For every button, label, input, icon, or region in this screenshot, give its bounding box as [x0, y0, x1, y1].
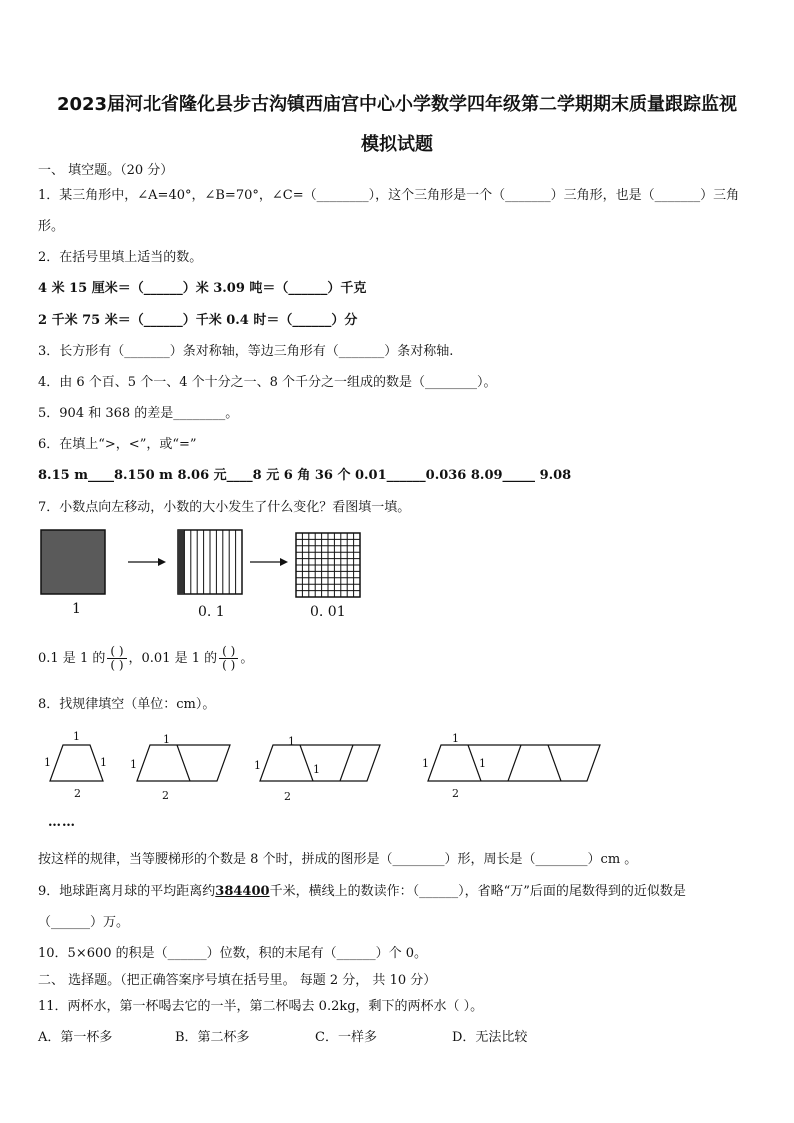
fig1-top: 1: [73, 730, 80, 743]
fig2-top: 1: [163, 733, 170, 746]
trapezoid-pattern: [40, 728, 610, 803]
question-9-cont: （______）万。: [38, 915, 130, 930]
continuation-dots: ……: [48, 815, 76, 830]
fig4-inner: 1: [479, 757, 486, 770]
question-2-line-b: 2 千米 75 米＝（______）千米 0.4 时＝（______）分: [38, 313, 358, 328]
fig2-side: 1: [130, 758, 137, 771]
label-hundredth: 0. 01: [310, 604, 346, 620]
figure-3: [260, 745, 380, 781]
tenths-square: [178, 530, 242, 594]
question-10: 10．5×600 的积是（______）位数，积的末尾有（______）个 0。: [38, 946, 428, 961]
q11-option-c: C．一样多: [315, 1030, 377, 1045]
fig3-inner: 1: [313, 763, 320, 776]
question-6-items: 8.15 m____8.150 m 8.06 元____8 元 6 角 36 个 0.01______0.036 8.09_____ 9.08: [38, 468, 572, 483]
section-1-heading: 一、 填空题。（20 分）: [38, 163, 174, 178]
fig3-side: 1: [254, 759, 261, 772]
question-9: 9．地球距离月球的平均距离约384400千米，横线上的数读作：（______），省略“万”后面的尾数得到的近似数是: [38, 884, 686, 899]
page-title: 2023届河北省隆化县步古沟镇西庙宫中心小学数学四年级第二学期期末质量跟踪监视: [56, 94, 738, 115]
question-6: 6．在填上“>，<”，或“=”: [38, 437, 197, 452]
fig3-bottom: 2: [284, 790, 291, 803]
fraction-blank-2: $\frac{( )}{( )}$: [219, 645, 238, 672]
fig2-bottom: 2: [162, 789, 169, 802]
hundredths-square: [296, 533, 360, 597]
question-4: 4．由 6 个百、5 个一、4 个十分之一、8 个千分之一组成的数是（________）。: [38, 375, 497, 390]
fraction-blank-1: $\frac{( )}{( )}$: [107, 645, 126, 672]
question-8-text: 按这样的规律，当等腰梯形的个数是 8 个时，拼成的图形是（________）形，周长是（________）cm 。: [38, 852, 638, 867]
label-tenth: 0. 1: [198, 604, 225, 620]
figure-1: [50, 745, 103, 781]
question-1: 1．某三角形中，∠A=40°，∠B=70°，∠C=（________），这个三角形是一个（_______）三角形，也是（_______）三角: [38, 188, 740, 203]
section-2-heading: 二、 选择题。（把正确答案序号填在括号里。 每题 2 分， 共 10 分）: [38, 973, 437, 988]
label-one: 1: [72, 601, 81, 617]
question-7-answer: 0.1 是 1 的 $\frac{( )}{( )}$ ，0.01 是 1 的 $\frac{( )}{( )}$ 。: [38, 644, 254, 672]
question-5: 5．904 和 368 的差是________。: [38, 406, 239, 421]
fig4-side: 1: [422, 757, 429, 770]
question-8: 8．找规律填空（单位：cm）。: [38, 697, 216, 712]
q11-option-b: B．第二杯多: [175, 1030, 250, 1045]
q11-option-a: A．第一杯多: [38, 1030, 113, 1045]
fig1-side: 1: [44, 756, 51, 769]
question-2-line-a: 4 米 15 厘米＝（______）米 3.09 吨＝（______）千克: [38, 281, 367, 296]
figure-2: [137, 745, 230, 781]
figure-4: [428, 745, 600, 781]
fig3-top: 1: [288, 735, 295, 748]
question-7: 7．小数点向左移动，小数的大小发生了什么变化？看图填一填。: [38, 500, 411, 515]
fig4-bottom: 2: [452, 787, 459, 800]
question-11: 11．两杯水，第一杯喝去它的一半，第二杯喝去 0.2kg，剩下的两杯水（ ）。: [38, 999, 484, 1014]
fig1-bottom: 2: [74, 787, 81, 800]
question-2: 2．在括号里填上适当的数。: [38, 250, 203, 265]
question-3: 3．长方形有（_______）条对称轴，等边三角形有（_______）条对称轴.: [38, 344, 454, 359]
q11-option-d: D．无法比较: [452, 1030, 528, 1045]
fig4-top: 1: [452, 732, 459, 745]
page-subtitle: 模拟试题: [361, 134, 433, 155]
fig1-side-right: 1: [100, 756, 107, 769]
unit-square: [41, 530, 105, 594]
question-1-cont: 形。: [38, 219, 65, 234]
distance-number: 384400: [215, 884, 270, 899]
